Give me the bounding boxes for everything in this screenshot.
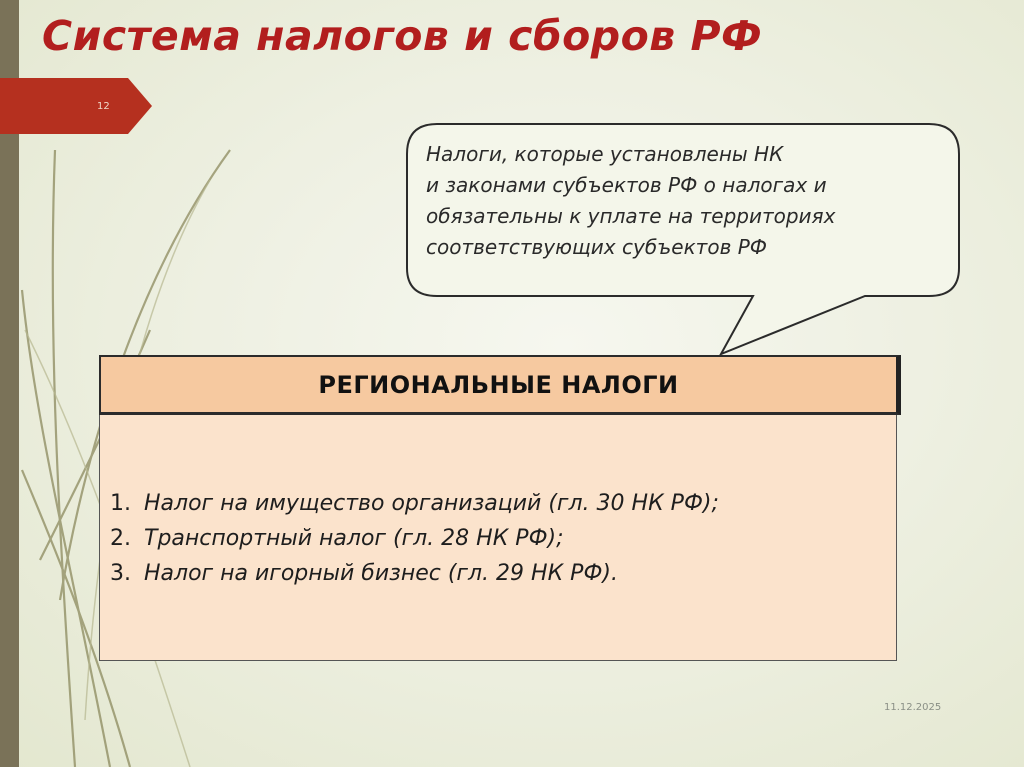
callout-line: и законами субъектов РФ о налогах и xyxy=(426,173,827,197)
callout-line: обязательны к уплате на территориях xyxy=(426,204,836,228)
slide-number: 12 xyxy=(97,101,110,112)
slide-date: 11.12.2025 xyxy=(884,702,942,713)
callout-line: соответствующих субъектов РФ xyxy=(426,235,767,259)
slide-title: Система налогов и сборов РФ xyxy=(42,12,763,60)
list-item-number: 1. xyxy=(110,491,131,516)
list-item-text: Транспортный налог (гл. 28 НК РФ); xyxy=(144,526,564,551)
list-item xyxy=(110,486,719,521)
list-item-number: 3. xyxy=(110,561,131,586)
list-item-text: Налог на игорный бизнес (гл. 29 НК РФ). xyxy=(144,561,618,586)
list-item xyxy=(110,556,719,591)
list-item-number: 2. xyxy=(110,526,131,551)
list-item-text: Налог на имущество организаций (гл. 30 НК РФ); xyxy=(144,491,719,516)
callout-text xyxy=(426,139,946,263)
list-item xyxy=(110,521,719,556)
slide-number-tab xyxy=(0,78,152,134)
regional-taxes-title: РЕГИОНАЛЬНЫЕ НАЛОГИ xyxy=(318,370,679,399)
regional-taxes-list xyxy=(110,486,719,591)
callout-line: Налоги, которые установлены НК xyxy=(426,142,784,166)
regional-taxes-header xyxy=(99,355,901,415)
